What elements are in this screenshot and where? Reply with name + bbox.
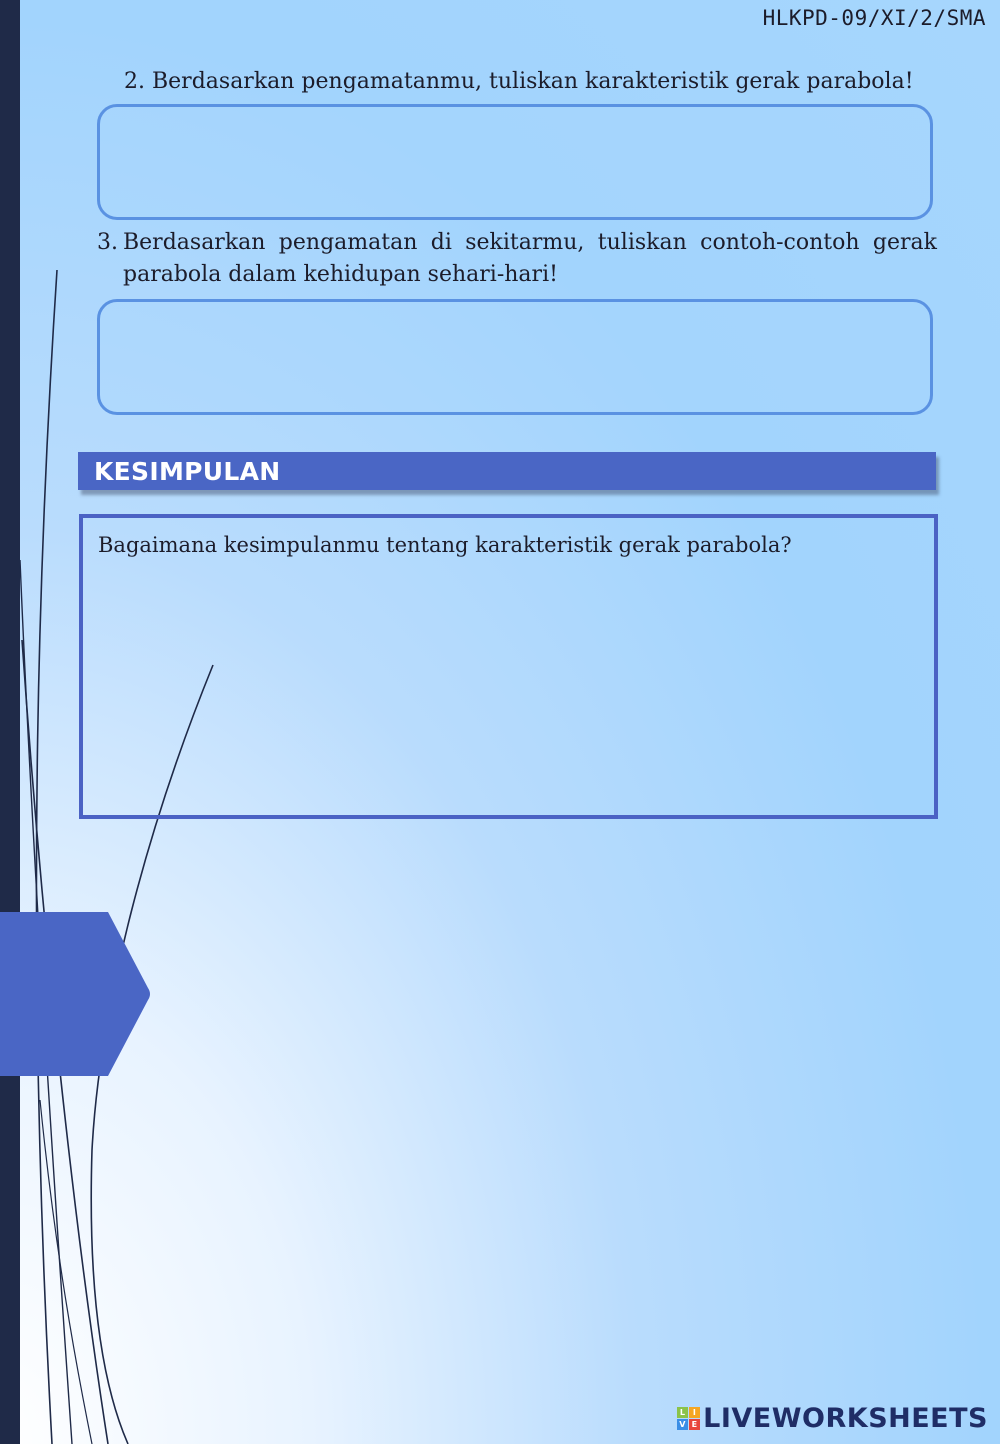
question-2-number: 2. bbox=[124, 69, 145, 94]
liveworksheets-logo-icon: L I V E bbox=[677, 1407, 700, 1430]
question-3-text: Berdasarkan pengamatan di sekitarmu, tuliskan contoh-contoh gerak parabola dalam kehidupan sehari-hari! bbox=[123, 230, 937, 287]
arrow-tab-decoration bbox=[0, 912, 152, 1076]
left-side-bar bbox=[0, 0, 20, 1444]
question-2 bbox=[124, 66, 944, 98]
question-3 bbox=[97, 227, 937, 291]
brand-name: LIVEWORKSHEETS bbox=[703, 1403, 988, 1434]
question-3-number: 3. bbox=[97, 230, 118, 255]
conclusion-header: KESIMPULAN bbox=[78, 452, 936, 490]
answer-box-question-2[interactable] bbox=[97, 104, 933, 220]
document-code: HLKPD-09/XI/2/SMA bbox=[762, 6, 986, 30]
question-2-text: Berdasarkan pengamatanmu, tuliskan karakteristik gerak parabola! bbox=[152, 69, 914, 94]
conclusion-question: Bagaimana kesimpulanmu tentang karakteristik gerak parabola? bbox=[98, 533, 792, 557]
answer-box-question-3[interactable] bbox=[97, 299, 933, 415]
liveworksheets-logo bbox=[677, 1403, 988, 1434]
